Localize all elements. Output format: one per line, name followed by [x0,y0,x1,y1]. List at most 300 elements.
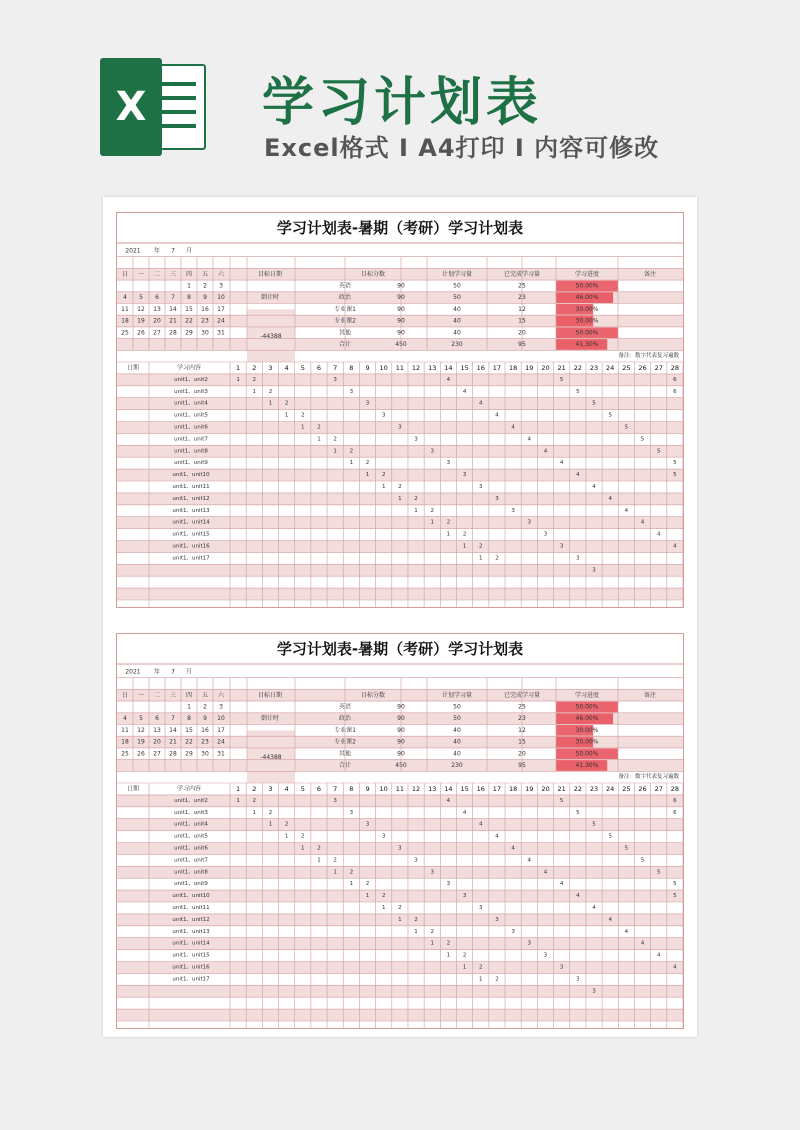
review-count: 3 [543,531,548,538]
review-count: 3 [559,964,564,971]
review-count: 1 [365,472,370,479]
subject-done: 20 [518,750,526,758]
unit-name: unit1、unit9 [174,460,208,467]
subject-plan: 50 [453,703,461,711]
unit-name: unit1、unit7 [174,436,208,443]
review-count: 3 [333,797,337,804]
unit-name: unit1、unit7 [174,857,208,864]
calendar-day: 1 [187,282,191,290]
review-count: 1 [398,495,402,502]
day-header: 6 [316,784,322,793]
calendar-day: 30 [201,329,209,337]
review-count: 5 [576,388,580,395]
remark-header: 备注 [643,270,657,278]
day-header: 14 [444,784,453,793]
review-count: 4 [462,809,467,816]
weekday-label: 日 [121,691,129,699]
review-count: 4 [608,495,612,502]
review-count: 3 [365,821,370,828]
unit-name: unit1、unit11 [172,483,210,490]
day-header: 13 [428,784,437,793]
day-header: 21 [557,784,566,793]
subject-name: 专业课1 [334,726,356,734]
unit-name: unit1、unit8 [174,869,208,876]
review-count: 3 [462,472,467,479]
review-count: 1 [381,904,386,911]
review-count: 3 [349,809,354,816]
day-header: 18 [508,784,518,793]
review-count: 2 [462,952,467,959]
day-header: 16 [476,784,485,793]
review-count: 4 [527,857,532,864]
calendar-day: 6 [155,715,159,723]
calendar-day: 25 [121,329,129,337]
review-count: 5 [673,881,677,888]
day-header: 20 [541,363,550,372]
review-count: 3 [430,869,434,876]
unit-name: unit1、unit10 [172,472,210,479]
plan-header: 计划学习量 [441,691,473,699]
review-count: 2 [495,555,499,562]
unit-name: unit1、unit9 [174,881,208,888]
review-count: 5 [656,869,661,876]
review-count: 5 [673,893,677,900]
unit-name: unit1、unit17 [172,976,210,983]
review-count: 2 [268,809,273,816]
day-header: 26 [638,363,647,372]
subject-progress: 46.00% [575,715,599,723]
review-count: 1 [381,483,386,490]
day-header: 12 [411,784,421,793]
calendar-day: 2 [203,703,207,711]
calendar-day: 3 [219,282,223,290]
calendar-day: 11 [121,305,129,313]
calendar-day: 10 [217,715,225,723]
review-count: 5 [673,472,677,479]
study-plan-sheet-2 [116,633,684,1029]
unit-name: unit1、unit10 [172,893,210,900]
review-count: 1 [252,809,257,816]
subject-name: 专业课2 [334,317,356,325]
review-count: 4 [479,400,483,407]
review-count: 5 [576,809,580,816]
review-count: 1 [462,543,467,550]
review-count: 4 [479,821,483,828]
review-count: 1 [414,507,418,514]
subject-score: 90 [397,738,405,746]
review-count: 4 [446,797,451,804]
subject-plan: 230 [451,340,463,348]
review-count: 2 [365,460,370,467]
subject-name: 合计 [338,340,352,348]
weekday-label: 二 [153,270,161,278]
calendar-day: 9 [203,715,207,723]
unit-name: unit1、unit15 [172,531,210,538]
unit-name: unit1、unit2 [174,797,208,804]
review-count: 3 [414,857,418,864]
review-count: 4 [592,904,596,911]
weekday-label: 四 [185,270,193,278]
day-header: 3 [268,784,273,793]
review-count: 1 [284,412,289,419]
progress-header: 学习进度 [574,691,600,699]
calendar-day: 13 [153,305,161,313]
subject-name: 其他 [338,329,352,337]
calendar-day: 10 [217,294,225,302]
review-count: 2 [398,483,402,490]
sheet-title: 学习计划表-暑期（考研）学习计划表 [276,640,524,658]
progress-header: 学习进度 [574,270,600,278]
date-header: 日期 [126,364,140,372]
excel-icon [100,58,208,156]
calendar-day: 21 [169,317,177,325]
review-count: 1 [333,448,337,455]
calendar-day: 11 [121,726,129,734]
countdown-value: -44388 [260,332,282,340]
calendar-day: 28 [169,750,177,758]
calendar-day: 23 [201,738,209,746]
review-count: 1 [479,555,483,562]
review-count: 4 [511,424,515,431]
subject-progress: 50.00% [575,750,599,758]
unit-name: unit1、unit14 [172,940,210,947]
calendar-day: 24 [217,317,225,325]
subject-score: 90 [397,715,405,723]
subject-done: 12 [518,726,526,734]
review-count: 4 [592,483,596,490]
calendar-day: 13 [153,726,161,734]
review-count: 5 [624,845,629,852]
weekday-label: 四 [185,691,193,699]
calendar-day: 4 [123,294,127,302]
review-count: 2 [268,388,273,395]
subject-done: 25 [518,703,526,711]
day-header: 4 [284,363,289,372]
calendar-day: 29 [185,750,193,758]
subject-plan: 40 [453,738,461,746]
subject-name: 英语 [338,282,352,290]
subject-done: 15 [518,317,526,325]
review-count: 3 [479,904,483,911]
review-count: 5 [559,797,564,804]
day-header: 28 [670,784,680,793]
review-count: 2 [333,857,337,864]
review-count: 2 [446,940,451,947]
day-header: 25 [622,363,631,372]
weekday-label: 五 [201,691,209,699]
day-header: 23 [589,784,599,793]
header-banner [0,0,800,190]
calendar-day: 27 [153,329,161,337]
review-count: 3 [559,543,564,550]
review-count: 5 [592,400,596,407]
calendar-day: 1 [187,703,191,711]
countdown-label: 倒计时 [260,294,280,302]
review-count: 4 [543,869,548,876]
day-header: 1 [236,363,241,372]
unit-name: unit1、unit6 [174,424,208,431]
weekday-label: 一 [137,691,145,699]
remark-header: 备注 [643,691,657,699]
review-count: 3 [398,845,402,852]
day-header: 6 [316,363,322,372]
calendar-day: 31 [217,750,225,758]
review-count: 4 [673,543,677,550]
unit-name: unit1、unit4 [174,400,208,407]
day-header: 22 [573,784,582,793]
review-count: 1 [446,531,451,538]
day-header: 9 [365,363,370,372]
day-header: 7 [333,784,338,793]
unit-name: unit1、unit17 [172,555,210,562]
review-count: 4 [576,893,580,900]
sheet-grid [117,213,683,607]
calendar-day: 17 [217,305,225,313]
subject-score: 90 [397,282,405,290]
calendar-day: 8 [187,294,191,302]
day-header: 17 [492,363,502,372]
day-header: 19 [525,363,534,372]
weekday-label: 二 [153,691,161,699]
subject-progress: 30.00% [575,738,599,746]
review-count: 4 [511,845,515,852]
review-count: 6 [673,388,677,395]
calendar-day: 24 [217,738,225,746]
subject-done: 25 [518,282,526,290]
day-header: 24 [606,784,615,793]
year-label: 年 [153,247,161,255]
subject-done: 12 [518,305,526,313]
calendar-day: 19 [137,738,145,746]
review-count: 3 [446,460,451,467]
target-date-label: 目标日期 [257,270,283,278]
subject-progress: 30.00% [575,305,599,313]
subject-plan: 40 [453,750,461,758]
unit-name: unit1、unit16 [172,543,210,550]
calendar-day: 12 [137,305,145,313]
calendar-day: 18 [121,317,129,325]
day-header: 7 [333,363,338,372]
review-count: 1 [462,964,467,971]
subject-score: 90 [397,317,405,325]
review-count: 3 [414,436,418,443]
subject-progress: 41.30% [575,340,599,348]
review-count: 3 [527,519,532,526]
review-count: 2 [317,424,321,431]
unit-name: unit1、unit6 [174,845,208,852]
review-count: 3 [576,976,580,983]
day-header: 16 [476,363,485,372]
review-count: 2 [317,845,321,852]
day-header: 18 [508,363,518,372]
weekday-label: 一 [137,270,145,278]
unit-name: unit1、unit14 [172,519,210,526]
done-header: 已完成学习量 [503,691,541,699]
review-count: 1 [349,460,354,467]
calendar-day: 14 [169,305,177,313]
review-count: 5 [673,460,677,467]
day-header: 4 [284,784,289,793]
subject-plan: 50 [453,282,461,290]
calendar-day: 26 [137,750,145,758]
review-count: 1 [333,869,337,876]
month-value: 7 [171,668,175,676]
review-count: 2 [398,904,402,911]
day-header: 13 [428,363,437,372]
review-count: 3 [430,448,434,455]
subject-score: 90 [397,294,405,302]
review-count: 1 [446,952,451,959]
review-count: 1 [301,424,305,431]
review-count: 4 [624,928,629,935]
subject-name: 其他 [338,750,352,758]
subject-name: 专业课2 [334,738,356,746]
study-plan-sheet-1 [116,212,684,608]
content-header: 学习内容 [176,785,202,793]
calendar-day: 16 [201,305,209,313]
calendar-day: 9 [203,294,207,302]
calendar-day: 23 [201,317,209,325]
day-header: 14 [444,363,453,372]
review-count: 3 [381,833,386,840]
day-header: 10 [379,363,388,372]
subject-done: 15 [518,738,526,746]
review-count: 3 [495,916,499,923]
subject-progress: 50.00% [575,329,599,337]
unit-name: unit1、unit5 [174,412,208,419]
subject-progress: 41.30% [575,761,599,769]
review-count: 2 [430,928,434,935]
day-header: 2 [252,363,257,372]
calendar-day: 12 [137,726,145,734]
day-header: 22 [573,363,582,372]
year-label: 年 [153,668,161,676]
review-count: 4 [640,940,645,947]
weekday-label: 五 [201,270,209,278]
review-count: 4 [462,388,467,395]
review-count: 2 [349,448,354,455]
weekday-label: 六 [217,691,225,699]
day-header: 3 [268,363,273,372]
calendar-day: 5 [139,294,143,302]
subject-name: 英语 [338,703,352,711]
subject-plan: 50 [453,294,461,302]
review-count: 4 [559,881,564,888]
calendar-day: 14 [169,726,177,734]
calendar-day: 2 [203,282,207,290]
day-header: 11 [395,363,405,372]
subject-done: 95 [518,761,526,769]
calendar-day: 17 [217,726,225,734]
review-count: 6 [673,376,677,383]
review-count: 1 [284,833,289,840]
calendar-day: 19 [137,317,145,325]
review-count: 5 [559,376,564,383]
review-count: 3 [592,988,596,995]
year-value: 2021 [125,668,141,676]
calendar-day: 29 [185,329,193,337]
review-count: 3 [511,507,515,514]
countdown-value: -44388 [260,753,282,761]
review-count: 2 [365,881,370,888]
review-count: 3 [462,893,467,900]
review-count: 5 [608,833,612,840]
review-count: 4 [640,519,645,526]
target-date-label: 目标日期 [257,691,283,699]
calendar-day: 3 [219,703,223,711]
calendar-day: 5 [139,715,143,723]
page-title: 学习计划表 [262,73,543,133]
unit-name: unit1、unit8 [174,448,208,455]
review-count: 1 [398,916,402,923]
subject-score: 450 [395,340,407,348]
day-header: 1 [236,784,241,793]
unit-name: unit1、unit16 [172,964,210,971]
review-count: 6 [673,809,677,816]
review-count: 2 [462,531,467,538]
calendar-day: 27 [153,750,161,758]
score-header: 目标分数 [360,691,386,699]
review-count: 5 [640,857,645,864]
day-header: 12 [411,363,421,372]
review-count: 3 [349,388,354,395]
countdown-label: 倒计时 [260,715,280,723]
review-count: 2 [349,869,354,876]
review-count: 3 [446,881,451,888]
day-header: 5 [300,784,305,793]
review-count: 1 [414,928,418,935]
day-header: 15 [460,363,469,372]
subject-score: 90 [397,703,405,711]
review-count: 3 [398,424,402,431]
unit-name: unit1、unit3 [174,809,208,816]
excel-letter: X [100,58,162,156]
calendar-day: 30 [201,750,209,758]
sheet-grid [117,634,683,1028]
sheet-title: 学习计划表-暑期（考研）学习计划表 [276,219,524,237]
subject-name: 合计 [338,761,352,769]
review-count: 5 [624,424,629,431]
review-count: 2 [284,400,289,407]
review-count: 3 [511,928,515,935]
review-count: 4 [656,531,661,538]
subject-progress: 30.00% [575,317,599,325]
month-value: 7 [171,247,175,255]
day-header: 27 [654,784,663,793]
plan-header: 计划学习量 [441,270,473,278]
review-count: 1 [268,821,273,828]
day-header: 2 [252,784,257,793]
review-count: 2 [284,821,289,828]
calendar-day: 16 [201,726,209,734]
subject-name: 政治 [338,294,352,302]
day-header: 19 [525,784,534,793]
day-header: 20 [541,784,550,793]
subject-done: 23 [518,294,526,302]
review-count: 2 [333,436,337,443]
subject-name: 政治 [338,715,352,723]
subject-plan: 40 [453,329,461,337]
weekday-label: 六 [217,270,225,278]
review-count: 3 [592,567,596,574]
review-count: 1 [317,857,321,864]
subject-plan: 50 [453,715,461,723]
review-count: 3 [576,555,580,562]
unit-name: unit1、unit12 [172,495,210,502]
note-text: 备注：数字代表复习遍数 [618,774,679,781]
unit-name: unit1、unit11 [172,904,210,911]
review-count: 2 [414,916,418,923]
